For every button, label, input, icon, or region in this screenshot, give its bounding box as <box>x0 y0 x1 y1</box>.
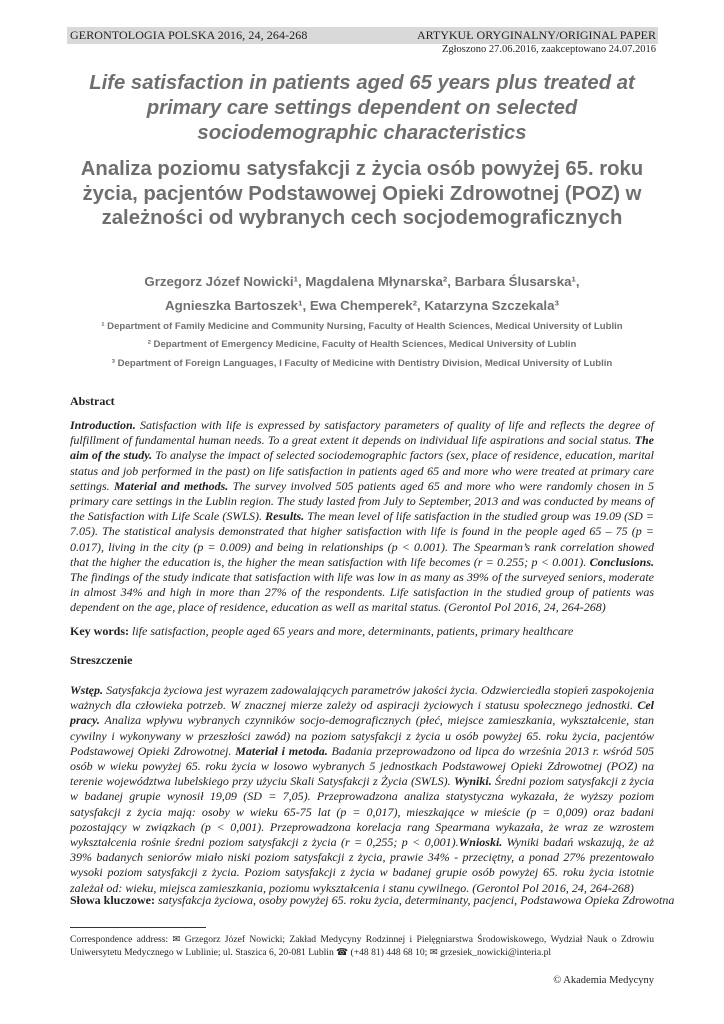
abstract-body <box>70 418 654 616</box>
affiliation-2: ² Department of Emergency Medicine, Faculty of Health Sciences, Medical University of Lublin <box>147 339 577 350</box>
streszczenie-body <box>70 683 654 896</box>
wnioski-text: Wyniki badań wskazują, że aż 39% badanych seniorów miało niski poziom satysfakcji z życia, prawie 34% - przeciętny, a ponad 27% prezentowało wysoki poziom satysfakcji z życia. Poziom satysfakcji z życia w badanej grupie osób powyżej 65. roku życia istotnie zależał od: wieku, miejsca zamieszkania, poziomu wykształcenia i stanu cywilnego. (Gerontol Pol 2016, 24, 264-268) <box>70 835 654 895</box>
keywords-polish <box>70 893 675 908</box>
keywords-text: life satisfaction, people aged 65 years and more, determinants, patients, primary healthcare <box>129 624 574 638</box>
authors <box>70 270 654 318</box>
results-text: The mean level of life satisfaction in the studied group was 19.09 (SD = 7.05). The statistical analysis demonstrated that higher satisfaction with life is found in the people aged 65 – 75 (p = 0.017), living in the city (p = 0.009) and being in relationships (p < 0.001). The Spearman’s rank correlation showed that the higher the education is, the higher the mean satisfaction with life becomes (r = 0.255; p < 0.001). <box>70 509 655 569</box>
cel-label: Cel pracy. <box>70 698 654 728</box>
results-label: Results. <box>265 509 305 524</box>
methods-label: Material and methods. <box>113 478 229 493</box>
affiliation-3: ³ Department of Foreign Languages, I Faculty of Medicine with Dentistry Division, Medical University of Lublin <box>111 358 613 369</box>
wyniki-label: Wyniki. <box>454 774 492 789</box>
title-english: Life satisfaction in patients aged 65 years plus treated at primary care settings dependent on selected sociodemographic characteristics <box>89 72 635 144</box>
copyright: © Akademia Medycyny <box>553 975 654 986</box>
conclusions-label: Conclusions. <box>589 554 654 569</box>
authors-line-1: Grzegorz Józef Nowicki¹, Magdalena Młynarska², Barbara Ślusarska¹, <box>144 274 580 289</box>
intro-text: Satisfaction with life is expressed by satisfactory parameters of quality of life and reflects the degree of fulfillment of fundamental human needs. To a great extent it depends on individual life aspirations and social status. <box>70 418 654 448</box>
wstep-text: Satysfakcja życiowa jest wyrazem zadowalających parametrów jakości życia. Odzwierciedla stopień zaspokojenia ważnych dla człowieka potrzeb. W znacznej mierze zależy od aspiracji życiowych i statusu społecznego jednostki. <box>70 683 654 713</box>
methods-text: The survey involved 505 patients aged 65 and more who were randomly chosen in 5 primary care settings in the Lublin region. The study lasted from July to September, 2013 and was conducted by means of the Satisfaction with Life Scale (SWLS). <box>70 478 655 524</box>
material-text: Badania przeprowadzono od lipca do września 2013 r. wśród 505 osób w wieku powyżej 65. roku życia w losowo wybranych 5 jednostkach Podstawowej Opieki Zdrowotnej (POZ) na terenie województwa lubelskiego przy użyciu Skali Satysfakcji z Życia (SWLS). <box>70 743 655 789</box>
submission-dates: Zgłoszono 27.06.2016, zaakceptowano 24.07.2016 <box>441 44 656 55</box>
material-label: Materiał i metoda. <box>235 743 328 758</box>
streszczenie-heading: Streszczenie <box>70 653 133 667</box>
wstep-label: Wstęp. <box>70 683 103 697</box>
cel-text: Analiza wpływu wybranych czynników socjo-demograficznych (płeć, miejsce zamieszkania, wykształcenie, stan cywilny i wykonywany w przeszłości zawód) na poziom satysfakcji z życia u osób powyżej 65. roku życia, pacjentów Podstawowej Opieki Zdrowotnej. <box>70 713 654 758</box>
keywords-pl-text: satysfakcja życiowa, osoby powyżej 65. roku życia, determinanty, pacjenci, Podstawowa Opieka Zdrowotna <box>155 893 675 907</box>
aim-text: To analyse the impact of selected sociodemographic factors (sex, place of residence, education, marital status and job performed in the past) on life satisfaction in patients aged 65 and more who were treated at primary care settings. <box>70 448 654 493</box>
keywords-pl-label: Słowa kluczowe: <box>70 893 155 907</box>
article-type: ARTYKUŁ ORYGINALNY/ORIGINAL PAPER <box>416 28 656 42</box>
wnioski-label: Wnioski. <box>458 835 503 850</box>
journal-citation: GERONTOLOGIA POLSKA 2016, 24, 264-268 <box>70 28 308 42</box>
aim-label: The aim of the study. <box>70 433 654 463</box>
conclusions-text: The findings of the study indicate that satisfaction with life was low in as many as 39% of the surveyed seniors, moderate in almost 34% and high in more than 27% of the respondents. Life satisfaction in the studied group of patients was dependent on the age, place of residence, education as well as marital status. (Gerontol Pol 2016, 24, 264-268) <box>70 570 654 615</box>
intro-label: Introduction. <box>70 418 136 432</box>
keywords <box>70 624 654 639</box>
wyniki-text: Średni poziom satysfakcji z życia w badanej grupie wynosił 19,09 (SD = 7,05). Przeprowadzona analiza statystyczna wykazała, że wyższy poziom satysfakcji z życia mają: osoby w wieku 65-75 lat (p = 0,017), mieszkające w mieście (p = 0,009) oraz badani pozostający w związkach (p < 0,001). Przeprowadzona korelacja rang Spearmana wykazała, że wraz ze wzrostem wykształcenia rośnie średni poziom satysfakcji z życia (r = 0,255; p < 0,001). <box>70 774 654 850</box>
authors-line-2: Agnieszka Bartoszek¹, Ewa Chemperek², Katarzyna Szczekala³ <box>165 298 559 313</box>
correspondence-address: Correspondence address: ✉ Grzegorz Józef Nowicki; Zakład Medycyny Rodzinnej i Pielęgniarstwa Środowiskowego, Wydział Nauk o Zdrowiu Uniwersytetu Medycznego w Lublinie; ul. Staszica 6, 20-081 Lublin ☎ (+48 81) 448 68 10; ✉ grzesiek_nowicki@interia.pl <box>70 934 654 958</box>
title-polish: Analiza poziomu satysfakcji z życia osób powyżej 65. roku życia, pacjentów Podstawowej Opieki Zdrowotnej (POZ) w zależności od wybranych cech socjodemograficznych <box>80 158 644 229</box>
affiliation-1: ¹ Department of Family Medicine and Community Nursing, Faculty of Health Sciences, Medical University of Lublin <box>101 321 623 332</box>
abstract-heading: Abstract <box>70 394 115 408</box>
footnote-rule <box>70 927 206 928</box>
keywords-label: Key words: <box>70 624 129 638</box>
